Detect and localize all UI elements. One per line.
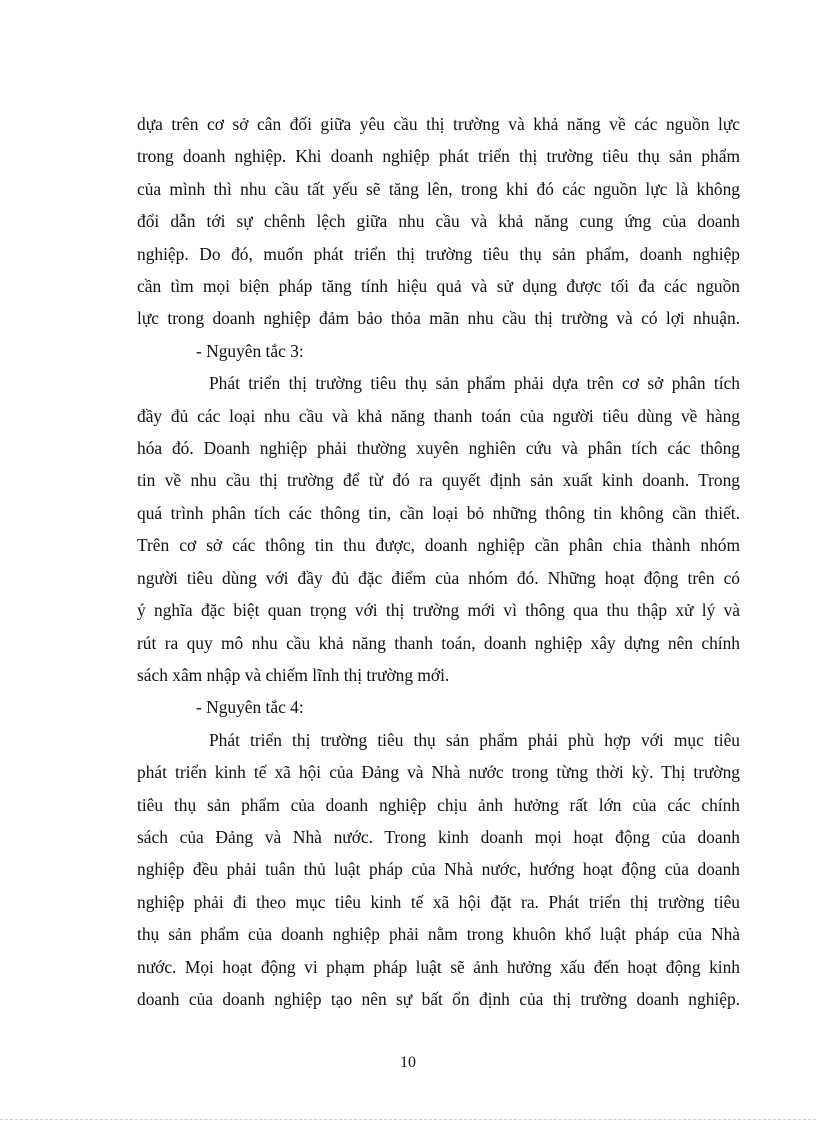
text-line: người tiêu dùng với đầy đủ đặc điểm của nhóm đó. Những hoạt động trên có: [137, 567, 740, 588]
text-line: quá trình phân tích các thông tin, cần loại bỏ những thông tin không cần thiết.: [137, 502, 740, 523]
paragraph-principle-3: [137, 367, 740, 691]
text-line: cần tìm mọi biện pháp tăng tính hiệu quả và sử dụng được tối đa các nguồn: [137, 276, 740, 297]
text-line: nghiệp. Do đó, muốn phát triển thị trường tiêu thụ sản phẩm, doanh nghiệp: [137, 243, 740, 264]
text-line: phát triển kinh tế xã hội của Đảng và Nhà nước trong từng thời kỳ. Thị trường: [137, 762, 740, 783]
text-line: doanh của doanh nghiệp tạo nên sự bất ổn định của thị trường doanh nghiệp.: [137, 988, 740, 1009]
text-line: rút ra quy mô nhu cầu khả năng thanh toán, doanh nghiệp xây dựng nên chính: [137, 632, 740, 653]
text-line: ý nghĩa đặc biệt quan trọng với thị trường mới vì thông qua thu thập xử lý và: [137, 600, 740, 621]
text-line: lực trong doanh nghiệp đảm bảo thỏa mãn nhu cầu thị trường và có lợi nhuận.: [137, 308, 740, 329]
text-line: Trên cơ sở các thông tin thu được, doanh nghiệp cần phân chia thành nhóm: [137, 535, 740, 556]
heading-principle-3: - Nguyên tắc 3:: [196, 340, 304, 361]
paragraph-principle-2-continued: [137, 108, 740, 335]
page-bottom-divider: [0, 1119, 816, 1120]
text-line: hóa đó. Doanh nghiệp phải thường xuyên nghiên cứu và phân tích các thông: [137, 438, 740, 459]
document-body: [137, 108, 740, 1015]
text-line: tiêu thụ sản phẩm của doanh nghiệp chịu ảnh hưởng rất lớn của các chính: [137, 794, 740, 815]
text-line: dựa trên cơ sở cân đối giữa yêu cầu thị trường và khả năng về các nguồn lực: [137, 114, 740, 134]
text-line: nghiệp phải đi theo mục tiêu kinh tế xã hội đặt ra. Phát triển thị trường tiêu: [137, 891, 740, 912]
text-line: nước. Mọi hoạt động vi phạm pháp luật sẽ ảnh hưởng xấu đến hoạt động kinh: [137, 956, 740, 977]
text-line: thụ sản phẩm của doanh nghiệp phải nằm trong khuôn khổ luật pháp của Nhà: [137, 924, 740, 945]
text-line: trong doanh nghiệp. Khi doanh nghiệp phát triển thị trường tiêu thụ sản phẩm: [137, 146, 740, 167]
text-line: tin về nhu cầu thị trường để từ đó ra quyết định sản xuất kinh doanh. Trong: [137, 470, 740, 491]
page-number: 10: [400, 1054, 416, 1071]
text-line: sách xâm nhập và chiếm lĩnh thị trường mới.: [137, 664, 450, 685]
text-line: sách của Đảng và Nhà nước. Trong kinh doanh mọi hoạt động của doanh: [137, 826, 740, 847]
text-line: đổi dẫn tới sự chênh lệch giữa nhu cầu và khả năng cung ứng của doanh: [137, 211, 740, 232]
text-line: Phát triển thị trường tiêu thụ sản phẩm phải phù hợp với mục tiêu: [209, 729, 740, 750]
paragraph-principle-4: [137, 724, 740, 1016]
heading-principle-4: - Nguyên tắc 4:: [196, 697, 304, 718]
text-line: Phát triển thị trường tiêu thụ sản phẩm phải dựa trên cơ sở phân tích: [209, 373, 740, 394]
text-line: của mình thì nhu cầu tất yếu sẽ tăng lên, trong khi đó các nguồn lực là không: [137, 178, 740, 199]
text-line: đầy đủ các loại nhu cầu và khả năng thanh toán của người tiêu dùng về hàng: [137, 405, 740, 426]
text-line: nghiệp đều phải tuân thủ luật pháp của Nhà nước, hướng hoạt động của doanh: [137, 859, 740, 880]
